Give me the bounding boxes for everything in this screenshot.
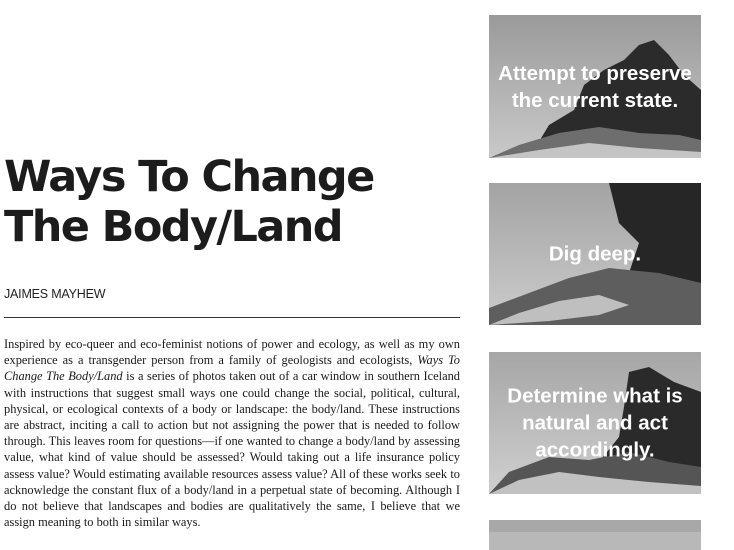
title-line-1: Ways To Change (4, 152, 374, 202)
photo-card-1 (489, 15, 701, 158)
article-title (4, 152, 424, 252)
landscape-image (489, 520, 701, 550)
body-rest: is a series of photos taken out of a car window in southern Iceland with instructions that suggest small ways one could change the social, political, cultural, physical, or ecological contexts of a body or landscape: the body/land. These instructions are abstract, inciting a call to action but not assigning the power that is needed to follow through. This leaves room for questions—if one wanted to change a body/land by assessing value, what kind of value should be assessed? Would taking out a life insurance policy assess value? Would estimating available resources assess value? All of these works seek to acknowledge the constant flux of a body/land in a perpetual state of becoming. Although I do not believe that landscapes and bodies are qualitatively the same, I believe that we assign meaning to both in similar ways. (4, 369, 460, 530)
photo-caption-1: Attempt to preserve the current state. (498, 61, 692, 112)
author-name: JAIMES MAYHEW (4, 287, 106, 301)
photo-caption-2: Dig deep. (548, 242, 642, 266)
photo-card-3 (489, 352, 701, 494)
divider (4, 317, 460, 318)
title-line-2: The Body/Land (4, 202, 342, 252)
article-body (4, 336, 460, 530)
photo-caption-3: Determine what is natural and act accordingly. (507, 384, 683, 462)
photo-card-4 (489, 520, 701, 550)
photo-card-2 (489, 183, 701, 325)
body-italic-title: Ways To Change The Body/Land (4, 353, 460, 384)
body-intro: Inspired by eco-queer and eco-feminist notions of power and ecology, as well as my own experience as a transgender person from a family of geologists and ecologists, (4, 337, 460, 368)
